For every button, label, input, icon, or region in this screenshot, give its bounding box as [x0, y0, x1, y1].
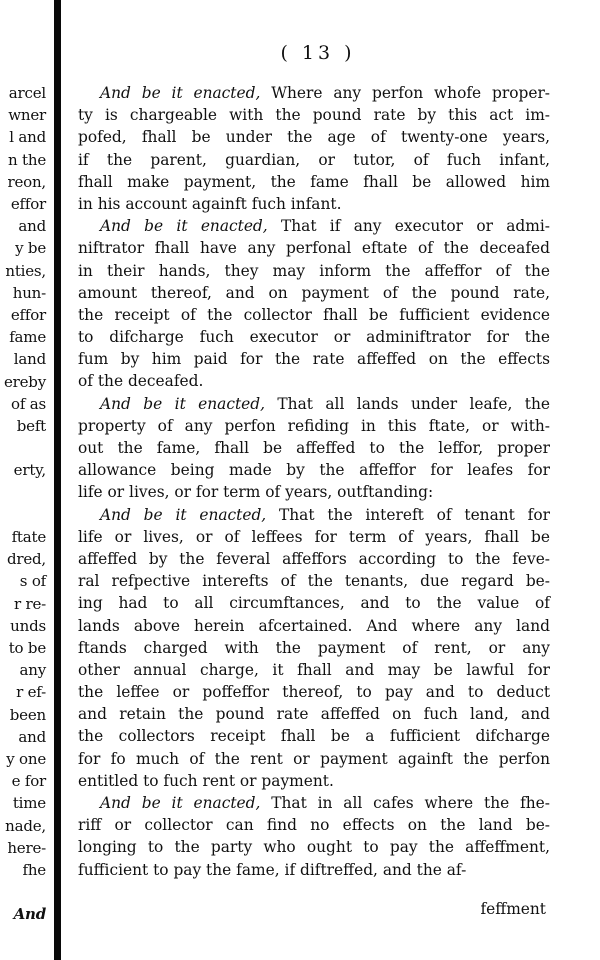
paragraph [78, 792, 550, 881]
enacting-clause: And be it enacted, [100, 217, 268, 236]
facing-page-fragment: of as [11, 394, 46, 413]
text-line: in their hands, they may inform the affeffor of the [78, 261, 550, 280]
text-line: in his account againft fuch infant. [78, 194, 342, 213]
text-line: fufficient to pay the fame, if diftreffed, and the af- [78, 860, 467, 879]
text-line: fum by him paid for the rate affeffed on the effects [78, 350, 550, 369]
facing-page-fragment: r ef- [16, 683, 46, 702]
text-line: if the parent, guardian, or tutor, of fuch infant, [78, 150, 550, 169]
line-text: That the intereft of tenant for [266, 505, 550, 524]
facing-page-fragment: here- [7, 838, 46, 857]
paragraph [78, 215, 550, 393]
text-line: the receipt of the collector fhall be fufficient evidence [78, 305, 550, 324]
facing-page-fragment: e for [11, 772, 46, 791]
facing-page-fragment: nties, [5, 261, 46, 280]
text-line [78, 393, 550, 415]
facing-page-fragment: fame [9, 328, 46, 347]
enacting-clause: And be it enacted, [100, 394, 266, 413]
paragraph [78, 393, 550, 504]
text-line: ral refpective interefts of the tenants, due regard be- [78, 572, 550, 591]
line-text: That all lands under leafe, the [265, 394, 550, 413]
facing-page-fragment: and [18, 217, 46, 236]
facing-page-fragment: wner [8, 106, 46, 125]
facing-page-fragment: land [13, 350, 46, 369]
enacting-clause: And be it enacted, [100, 84, 261, 102]
text-line: ty is chargeable with the pound rate by this act im- [78, 106, 550, 125]
paragraph [78, 82, 550, 215]
text-line: the collectors receipt fhall be a fufficient difcharge [78, 727, 550, 746]
text-line: of the deceafed. [78, 372, 204, 391]
facing-page-fragment: arcel [8, 84, 46, 102]
page-number: ( 13 ) [280, 42, 356, 64]
text-line: niftrator fhall have any perfonal eftate of the deceafed [78, 239, 550, 258]
facing-page-fragment: time [12, 794, 46, 813]
book-gutter [54, 0, 61, 960]
text-line: to difcharge fuch executor or adminiftrator for the [78, 328, 550, 347]
text-line: riff or collector can find no effects on the land be- [78, 816, 550, 835]
line-text: Where any perfon whofe proper- [260, 84, 550, 102]
facing-page-margin [0, 0, 52, 960]
text-line: entitled to fuch rent or payment. [78, 771, 334, 790]
text-line: life or lives, or of leffees for term of years, fhall be [78, 527, 550, 546]
text-line: the leffee or poffeffor thereof, to pay and to deduct [78, 683, 550, 702]
facing-page-fragment: r re- [13, 594, 46, 613]
facing-page-fragment: erty, [13, 461, 46, 480]
text-line: ing had to all circumftances, and to the value of [78, 594, 550, 613]
text-line: amount thereof, and on payment of the pound rate, [78, 283, 550, 302]
enacting-clause: And be it enacted, [100, 794, 261, 812]
text-line: lands above herein afcertained. And where any land [78, 616, 550, 635]
catchword: feffment [480, 900, 546, 918]
facing-page-fragment: effor [10, 195, 46, 213]
text-line: fhall make payment, the fame fhall be allowed him [78, 172, 550, 191]
text-line: longing to the party who ought to pay the affeffment, [78, 838, 550, 857]
facing-page-fragment: any [19, 661, 46, 680]
facing-page-fragment: fhe [22, 861, 46, 879]
line-text: That if any executor or admi- [267, 217, 550, 236]
facing-page-fragment: dred, [6, 550, 46, 569]
facing-page-fragment: been [9, 705, 46, 724]
text-line: life or lives, or for term of years, outftanding: [78, 483, 434, 502]
facing-page-fragment: beft [16, 417, 46, 435]
text-line: and retain the pound rate affeffed on fuch land, and [78, 705, 550, 724]
text-line [78, 792, 550, 814]
enacting-clause: And be it enacted, [100, 505, 267, 524]
facing-page-fragment: nade, [5, 816, 46, 835]
facing-page-fragment: unds [10, 616, 46, 635]
facing-page-fragment: l and [9, 128, 46, 147]
document-page [78, 0, 558, 960]
text-line: out the fame, fhall be affeffed to the leffor, proper [78, 439, 550, 457]
page-body [78, 82, 550, 881]
facing-page-fragment: reon, [7, 172, 46, 191]
facing-page-fragment: n the [8, 150, 46, 169]
text-line: other annual charge, it fhall and may be lawful for [78, 660, 550, 679]
facing-page-fragment: ereby [3, 372, 46, 391]
text-line [78, 215, 550, 237]
text-line: for fo much of the rent or payment againft the perfon [78, 749, 550, 768]
facing-page-fragment: And [13, 905, 46, 924]
text-line: ftands charged with the payment of rent, or any [78, 638, 550, 657]
facing-page-fragment: y one [6, 750, 46, 768]
text-line: pofed, fhall be under the age of twenty-one years, [78, 128, 550, 147]
text-line: affeffed by the feveral affeffors according to the feve- [78, 549, 550, 568]
facing-page-fragment: s of [19, 572, 46, 591]
line-text: That in all cafes where the fhe- [260, 794, 550, 812]
facing-page-fragment: y be [15, 239, 46, 258]
facing-page-fragment: hun- [12, 283, 46, 302]
facing-page-fragment: effor [10, 306, 46, 324]
text-line: property of any perfon refiding in this ftate, or with- [78, 416, 550, 435]
text-line: allowance being made by the affeffor for leafes for [78, 461, 550, 480]
paragraph [78, 504, 550, 792]
text-line [78, 82, 550, 104]
facing-page-fragment: and [18, 727, 46, 746]
facing-page-fragment: to be [8, 639, 46, 657]
facing-page-fragment: ftate [11, 528, 46, 546]
text-line [78, 504, 550, 526]
